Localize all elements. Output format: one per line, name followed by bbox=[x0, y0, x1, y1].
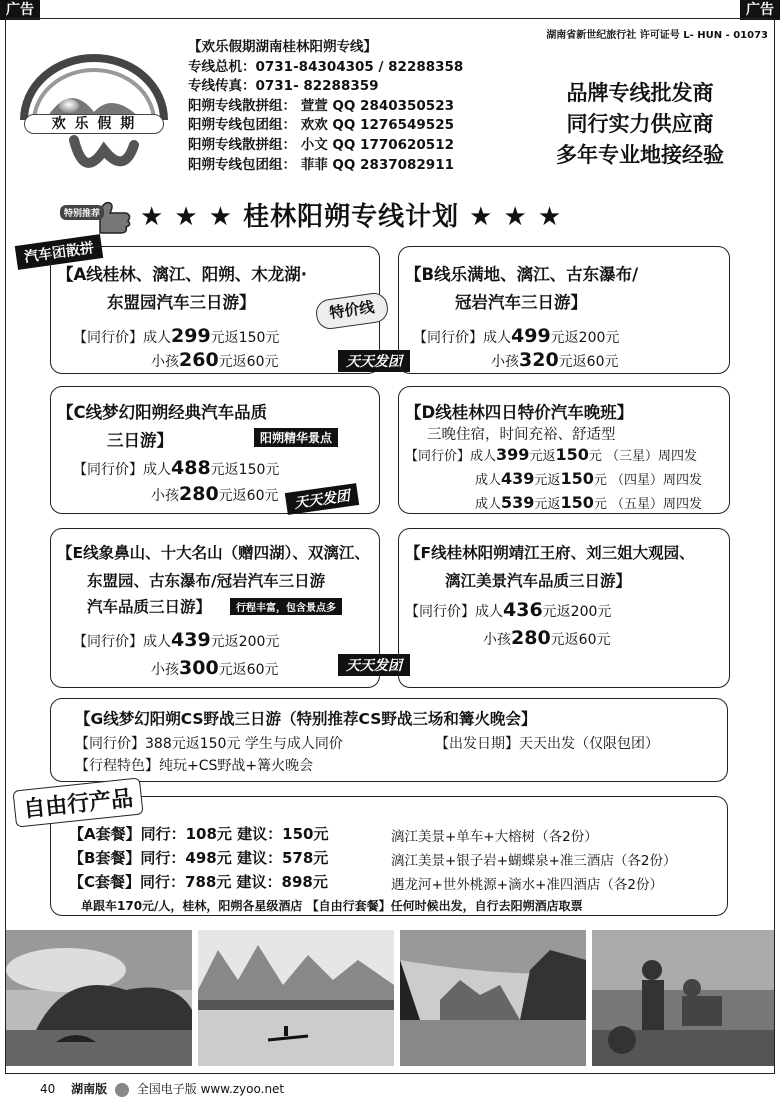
route-e-highlight-label: 行程丰富，包含景点多 bbox=[230, 598, 342, 615]
adult-label: 成人 bbox=[143, 634, 171, 650]
route-e-title-3: 汽车品质三日游】 bbox=[87, 598, 212, 616]
hotel-class: 元 （四星）周四发 bbox=[593, 473, 702, 488]
ad-label-right: 广告 bbox=[740, 0, 780, 20]
route-g-date: 【出发日期】天天出发（仅限包团） bbox=[435, 736, 659, 752]
free-note: 单跟车170元/人，桂林，阳朔各星级酒店 【自由行套餐】任何时候出发，自行去阳朔酒店取票 bbox=[81, 899, 583, 913]
child-label: 小孩 bbox=[491, 354, 519, 370]
route-f-box bbox=[398, 528, 730, 688]
child-label: 小孩 bbox=[151, 488, 179, 504]
daily-departure-stamp: 天天发团 bbox=[285, 483, 359, 515]
ad-label-left: 广告 bbox=[0, 0, 40, 20]
photo-karst-river bbox=[400, 930, 586, 1066]
rebate: 元返200元 bbox=[210, 634, 280, 650]
contact-line: 阳朔专线包团组： 欢欢 QQ 1276549525 bbox=[188, 117, 454, 134]
adult-price: 399 bbox=[496, 445, 530, 464]
route-d-price-1 bbox=[405, 445, 697, 464]
rebate-label: 元返 bbox=[534, 473, 561, 488]
peer-label: 【同行价】 bbox=[73, 634, 143, 650]
package-c: 【C套餐】同行：788元 建议：898元 bbox=[69, 873, 328, 891]
adult-label: 成人 bbox=[475, 497, 502, 512]
photo-sculptures bbox=[592, 930, 774, 1066]
child-price: 280 bbox=[511, 627, 551, 649]
route-c-title-2: 三日游】 bbox=[107, 431, 173, 450]
agency-logo bbox=[14, 50, 172, 182]
contact-title: 【欢乐假期湖南桂林阳朔专线】 bbox=[188, 39, 377, 55]
logo-text: 欢 乐 假 期 bbox=[24, 114, 164, 134]
child-price: 260 bbox=[179, 349, 219, 371]
rebate: 元返60元 bbox=[550, 632, 611, 648]
route-b-title: 【B线乐满地、漓江、古东瀑布/ bbox=[405, 265, 639, 284]
route-d-title: 【D线桂林四日特价汽车晚班】 bbox=[405, 403, 634, 422]
route-d-price-3 bbox=[475, 493, 702, 512]
route-c-highlight-label: 阳朔精华景点 bbox=[254, 428, 338, 447]
photo-li-river-fisherman bbox=[198, 930, 394, 1066]
route-d-price-2 bbox=[475, 469, 702, 488]
adult-price: 436 bbox=[503, 599, 543, 621]
contact-line: 专线总机：0731-84304305 / 82288358 bbox=[188, 58, 464, 75]
special-price-tag: 特价线 bbox=[314, 291, 389, 331]
route-g-price: 【同行价】388元返150元 学生与成人同价 bbox=[75, 736, 343, 752]
route-c-adult-price bbox=[73, 457, 279, 479]
contact-line: 阳朔专线包团组： 菲菲 QQ 2837082911 bbox=[188, 156, 454, 173]
adult-label: 成人 bbox=[470, 449, 497, 464]
route-g-box bbox=[50, 698, 728, 782]
daily-departure-stamp: 天天发团 bbox=[338, 654, 410, 676]
rebate: 元返200元 bbox=[550, 330, 620, 346]
route-b-child-price bbox=[491, 349, 619, 371]
edition-label: 湖南版 bbox=[71, 1082, 108, 1096]
route-d-box bbox=[398, 386, 730, 514]
package-a-desc: 漓江美景+单车+大榕树（各2份） bbox=[391, 829, 598, 845]
adult-label: 成人 bbox=[475, 604, 503, 620]
hotel-class: 元 （五星）周四发 bbox=[593, 497, 702, 512]
slogan: 同行实力供应商 bbox=[566, 112, 714, 136]
route-c-child-price bbox=[151, 483, 279, 505]
child-price: 320 bbox=[519, 349, 559, 371]
adult-label: 成人 bbox=[475, 473, 502, 488]
route-a-title: 【A线桂林、漓江、阳朔、木龙湖· bbox=[57, 265, 308, 284]
route-g-title: 【G线梦幻阳朔CS野战三日游（特别推荐CS野战三场和篝火晚会】 bbox=[75, 710, 537, 728]
adult-price: 299 bbox=[171, 325, 211, 347]
photo-elephant-hill bbox=[6, 930, 192, 1066]
landscape-photo bbox=[198, 930, 394, 1066]
license-text: 湖南省新世纪旅行社 许可证号 L- HUN - 01073 bbox=[546, 30, 768, 41]
site-icon bbox=[115, 1083, 129, 1097]
route-e-title: 【E线象鼻山、十大名山（赠四湖）、双漓江、 bbox=[57, 544, 370, 562]
slogans bbox=[520, 78, 760, 171]
contact-line: 阳朔专线散拼组： 小文 QQ 1770620512 bbox=[188, 136, 454, 153]
peer-label: 【同行价】 bbox=[405, 449, 471, 464]
route-g-feature: 【行程特色】纯玩+CS野战+篝火晚会 bbox=[75, 758, 314, 774]
route-f-adult-price bbox=[405, 599, 611, 621]
route-b-adult-price bbox=[413, 325, 619, 347]
rebate-label: 元返 bbox=[534, 497, 561, 512]
package-b-desc: 漓江美景+银子岩+蝴蝶泉+准三酒店（各2份） bbox=[391, 853, 677, 869]
free-travel-heading: 自由行产品 bbox=[12, 777, 143, 827]
route-b-box bbox=[398, 246, 730, 374]
rebate-amount: 150 bbox=[560, 493, 594, 512]
category-car-tag: 汽车团散拼 bbox=[15, 234, 104, 270]
route-a-adult-price bbox=[73, 325, 279, 347]
route-e-child-price bbox=[151, 657, 279, 679]
rebate-label: 元返 bbox=[529, 449, 556, 464]
rebate-amount: 150 bbox=[555, 445, 589, 464]
rebate: 元返150元 bbox=[210, 462, 280, 478]
package-b: 【B套餐】同行：498元 建议：578元 bbox=[69, 849, 329, 867]
recommend-label: 特别推荐 bbox=[60, 205, 104, 220]
website: 全国电子版 www.zyoo.net bbox=[136, 1082, 285, 1096]
child-label: 小孩 bbox=[151, 662, 179, 678]
rebate: 元返60元 bbox=[558, 354, 619, 370]
route-a-title-2: 东盟园汽车三日游】 bbox=[107, 293, 256, 312]
route-f-title-2: 漓江美景汽车品质三日游】 bbox=[445, 572, 632, 590]
free-travel-box bbox=[50, 796, 728, 916]
page-number: 40 bbox=[40, 1082, 56, 1096]
route-d-subtitle: 三晚住宿，时间充裕、舒适型 bbox=[427, 427, 616, 443]
peer-label: 【同行价】 bbox=[73, 330, 143, 346]
route-e-title-2: 东盟园、古东瀑布/冠岩汽车三日游 bbox=[87, 572, 326, 590]
adult-label: 成人 bbox=[143, 462, 171, 478]
peer-label: 【同行价】 bbox=[73, 462, 143, 478]
daily-departure-stamp: 天天发团 bbox=[338, 350, 410, 372]
rebate: 元返60元 bbox=[218, 662, 279, 678]
adult-price: 439 bbox=[501, 469, 535, 488]
route-f-title: 【F线桂林阳朔靖江王府、刘三姐大观园、 bbox=[405, 544, 695, 562]
rebate: 元返60元 bbox=[218, 354, 279, 370]
child-price: 280 bbox=[179, 483, 219, 505]
rebate: 元返60元 bbox=[218, 488, 279, 504]
slogan: 品牌专线批发商 bbox=[566, 81, 714, 105]
peer-label: 【同行价】 bbox=[413, 330, 483, 346]
footer bbox=[40, 1080, 284, 1097]
landscape-photo bbox=[400, 930, 586, 1066]
package-a: 【A套餐】同行：108元 建议：150元 bbox=[69, 825, 329, 843]
landscape-photo bbox=[6, 930, 192, 1066]
adult-price: 539 bbox=[501, 493, 535, 512]
route-b-title-2: 冠岩汽车三日游】 bbox=[455, 293, 587, 312]
route-f-child-price bbox=[483, 627, 611, 649]
route-c-title: 【C线梦幻阳朔经典汽车品质 bbox=[57, 403, 268, 422]
rebate-amount: 150 bbox=[560, 469, 594, 488]
rebate: 元返200元 bbox=[542, 604, 612, 620]
package-c-desc: 遇龙河+世外桃源+滴水+准四酒店（各2份） bbox=[391, 877, 664, 893]
rebate: 元返150元 bbox=[210, 330, 280, 346]
contact-block bbox=[188, 38, 463, 175]
child-label: 小孩 bbox=[483, 632, 511, 648]
banner-title: ★ ★ ★ 桂林阳朔专线计划 ★ ★ ★ bbox=[140, 202, 563, 232]
child-label: 小孩 bbox=[151, 354, 179, 370]
peer-label: 【同行价】 bbox=[405, 604, 475, 620]
child-price: 300 bbox=[179, 657, 219, 679]
adult-price: 488 bbox=[171, 457, 211, 479]
route-e-adult-price bbox=[73, 629, 279, 651]
adult-label: 成人 bbox=[483, 330, 511, 346]
contact-line: 阳朔专线散拼组： 萱萱 QQ 2840350523 bbox=[188, 97, 454, 114]
adult-price: 439 bbox=[171, 629, 211, 651]
contact-line: 专线传真：0731- 82288359 bbox=[188, 78, 379, 95]
landscape-photo bbox=[592, 930, 774, 1066]
adult-price: 499 bbox=[511, 325, 551, 347]
route-a-child-price bbox=[151, 349, 279, 371]
slogan: 多年专业地接经验 bbox=[556, 143, 724, 167]
hotel-class: 元 （三星）周四发 bbox=[588, 449, 697, 464]
adult-label: 成人 bbox=[143, 330, 171, 346]
